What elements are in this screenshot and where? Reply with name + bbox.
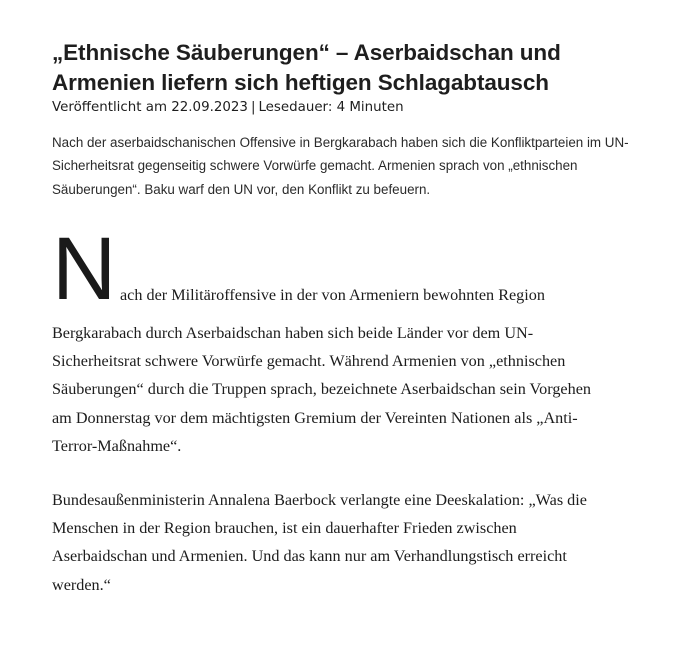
article-lead: Nach der aserbaidschanischen Offensive in Bergkarabach haben sich die Konfliktparteien im UN-Sicherheitsrat gegenseitig schwere Vorwürfe gemacht. Armenien sprach von „ethnischen Säuberungen“. Baku warf den UN vor, den Konflikt zu befeuern. xyxy=(52,135,629,197)
article-body xyxy=(52,217,652,599)
meta-separator: | xyxy=(250,100,256,115)
published-date: Veröffentlicht am 22.09.2023 xyxy=(52,100,248,115)
article-meta xyxy=(52,99,652,117)
drop-cap: N xyxy=(52,217,117,318)
article xyxy=(52,38,652,599)
body-paragraph-1: Bergkarabach durch Aserbaidschan haben sich beide Länder vor dem UN-Sicherheitsrat schwere Vorwürfe gemacht. Während Armenien von „ethnischen Säuberungen“ durch die Truppen sprach, bezeichnete Aserbaidschan sein Vorgehen am Donnerstag vor dem mächtigsten Gremium der Vereinten Nationen als „Anti-Terror-Maßnahme“. xyxy=(52,323,591,455)
reading-time: Lesedauer: 4 Minuten xyxy=(258,100,404,115)
article-headline: „Ethnische Säuberungen“ – Aserbaidschan und Armenien liefern sich heftigen Schlagabtausch xyxy=(52,40,561,95)
body-paragraph-2: Bundesaußenministerin Annalena Baerbock verlangte eine Deeskalation: „Was die Menschen in der Region brauchen, ist ein dauerhafter Frieden zwischen Aserbaidschan und Armenien. Und das kann nur am Verhandlungstisch erreicht werden.“ xyxy=(52,490,587,594)
first-line xyxy=(52,217,652,318)
first-line-text: ach der Militäroffensive in der von Armeniern bewohnten Region xyxy=(120,285,545,304)
